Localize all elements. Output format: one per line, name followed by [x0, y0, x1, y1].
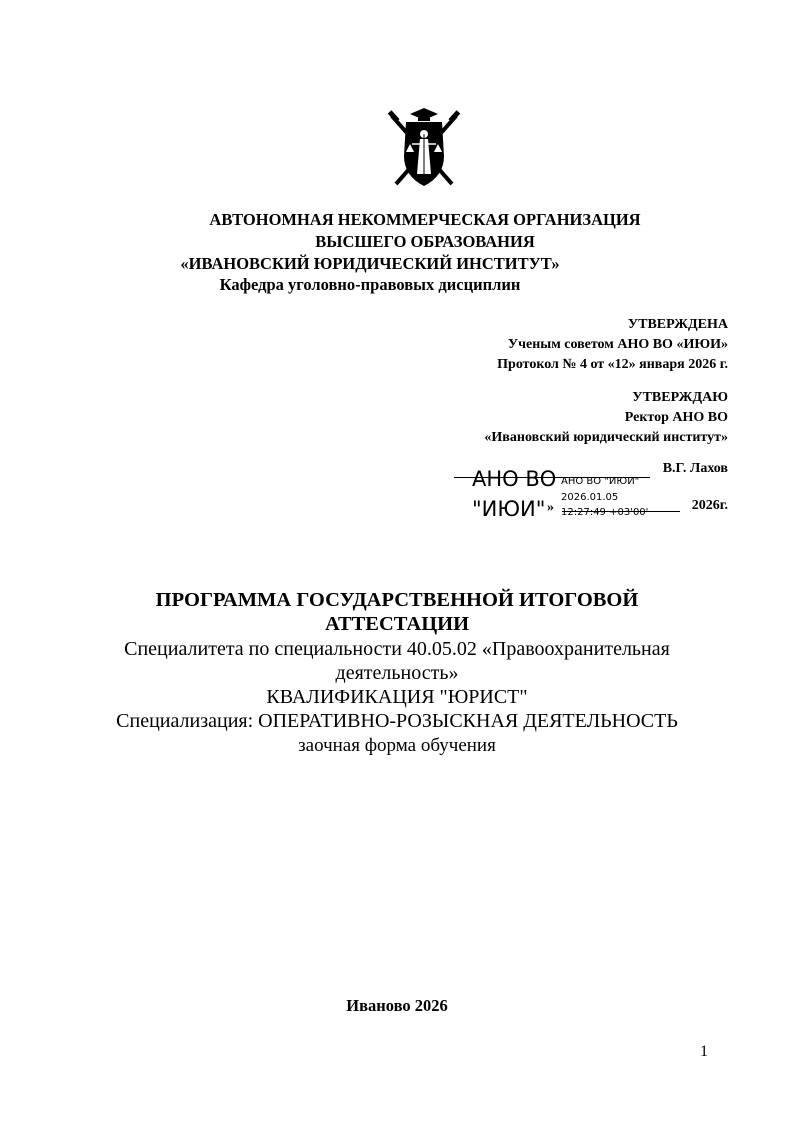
digital-signature-abbr: "ИЮИ" [472, 497, 546, 521]
specialization: Специализация: ОПЕРАТИВНО-РОЗЫСКНАЯ ДЕЯТЕЛЬНОСТЬ [116, 710, 678, 732]
org-name-line3: «ИВАНОВСКИЙ ЮРИДИЧЕСКИЙ ИНСТИТУТ» [180, 254, 560, 273]
confirm-block [484, 388, 728, 448]
study-form: заочная форма обучения [298, 735, 496, 756]
org-name-line2: ВЫСШЕГО ОБРАЗОВАНИЯ [315, 232, 535, 251]
signature-date: 2026г. [691, 498, 728, 513]
department-name: Кафедра уголовно-правовых дисциплин [219, 275, 521, 294]
approved-title: УТВЕРЖДЕНА [627, 317, 728, 332]
digital-signature-org: АНО ВО [472, 467, 557, 491]
rector-title: Ректор АНО ВО [624, 410, 728, 425]
program-title-line2: АТТЕСТАЦИИ [324, 613, 470, 635]
signature-date-stamp: 2026.01.05 [561, 492, 619, 503]
program-title-line1: ПРОГРАММА ГОСУДАРСТВЕННОЙ ИТОГОВОЙ [155, 589, 639, 611]
org-name-line1: АВТОНОМНАЯ НЕКОММЕРЧЕСКАЯ ОРГАНИЗАЦИЯ [209, 210, 641, 229]
approved-by: Ученым советом АНО ВО «ИЮИ» [507, 337, 728, 352]
date-quote-mark: » [547, 500, 554, 515]
specialty-line2: деятельность» [335, 662, 459, 684]
signature-signer: АНО ВО "ИЮИ" [561, 476, 640, 487]
signer-name: В.Г. Лахов [662, 461, 728, 476]
page-number: 1 [700, 1043, 708, 1060]
approval-block [497, 315, 728, 375]
protocol-info: Протокол № 4 от «12» января 2026 г. [497, 357, 728, 372]
specialty-line1: Специалитета по специальности 40.05.02 «Правоохранительная [124, 638, 670, 660]
institute-emblem-icon [386, 104, 462, 192]
confirm-title: УТВЕРЖДАЮ [632, 390, 728, 405]
institute-name: «Ивановский юридический институт» [484, 430, 728, 445]
qualification: КВАЛИФИКАЦИЯ "ЮРИСТ" [266, 686, 528, 708]
signature-time-stamp: 12:27:49 +03'00' [561, 507, 649, 518]
city-year: Иваново 2026 [346, 996, 448, 1015]
